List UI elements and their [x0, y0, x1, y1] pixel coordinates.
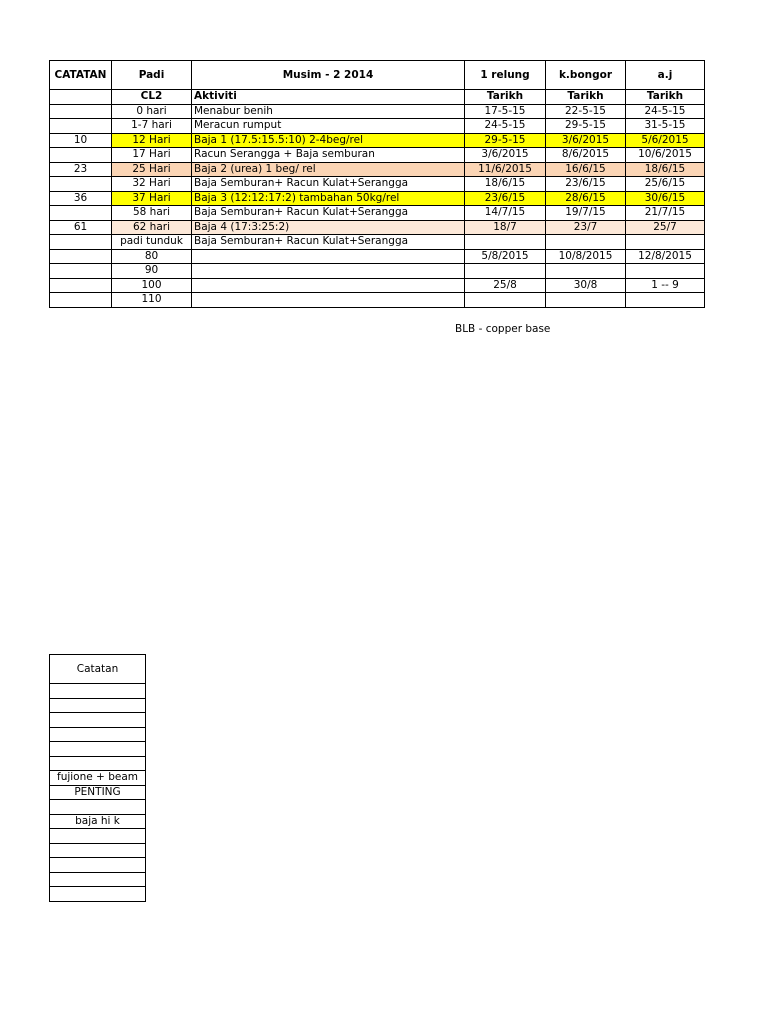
row-catatan: [50, 104, 112, 119]
table-row: [50, 162, 705, 177]
row-date-k-bongor: 10/8/2015: [546, 249, 626, 264]
catatan-cell: [50, 713, 146, 728]
row-aktiviti: [192, 264, 465, 279]
row-date-aj: 5/6/2015: [626, 133, 705, 148]
header-1-relung: 1 relung: [465, 61, 546, 90]
catatan-cell: [50, 698, 146, 713]
catatan-row: [50, 727, 146, 742]
catatan-cell: [50, 858, 146, 873]
row-date-1-relung: 11/6/2015: [465, 162, 546, 177]
table-row: [50, 133, 705, 148]
row-date-aj: 31-5-15: [626, 119, 705, 134]
subheader-catatan: [50, 90, 112, 105]
row-date-1-relung: 14/7/15: [465, 206, 546, 221]
row-padi: 25 Hari: [112, 162, 192, 177]
subheader-tarikh-3: Tarikh: [626, 90, 705, 105]
row-date-1-relung: 5/8/2015: [465, 249, 546, 264]
table-row: [50, 220, 705, 235]
row-aktiviti: [192, 278, 465, 293]
catatan-row: [50, 872, 146, 887]
subheader-tarikh-1: Tarikh: [465, 90, 546, 105]
header-aj: a.j: [626, 61, 705, 90]
row-padi: 37 Hari: [112, 191, 192, 206]
row-padi: 100: [112, 278, 192, 293]
row-padi: padi tunduk: [112, 235, 192, 250]
row-date-k-bongor: 3/6/2015: [546, 133, 626, 148]
table-row: [50, 177, 705, 192]
table-row: [50, 206, 705, 221]
activity-table: [49, 60, 705, 308]
row-aktiviti: Menabur benih: [192, 104, 465, 119]
table-row: [50, 293, 705, 308]
row-aktiviti: Baja 4 (17:3:25:2): [192, 220, 465, 235]
catatan-row: [50, 843, 146, 858]
row-aktiviti: Baja Semburan+ Racun Kulat+Serangga: [192, 206, 465, 221]
row-date-k-bongor: [546, 264, 626, 279]
header-padi: Padi: [112, 61, 192, 90]
row-aktiviti: Baja 2 (urea) 1 beg/ rel: [192, 162, 465, 177]
row-date-k-bongor: 23/7: [546, 220, 626, 235]
row-date-1-relung: 18/6/15: [465, 177, 546, 192]
catatan-row: [50, 713, 146, 728]
row-date-aj: 25/6/15: [626, 177, 705, 192]
row-padi: 1-7 hari: [112, 119, 192, 134]
catatan-header: Catatan: [50, 655, 146, 684]
row-date-k-bongor: 29-5-15: [546, 119, 626, 134]
table-row: [50, 191, 705, 206]
catatan-cell: baja hi k: [50, 814, 146, 829]
row-padi: 62 hari: [112, 220, 192, 235]
catatan-cell: [50, 800, 146, 815]
catatan-row: [50, 858, 146, 873]
catatan-cell: [50, 843, 146, 858]
table-row: [50, 104, 705, 119]
row-padi: 0 hari: [112, 104, 192, 119]
row-date-k-bongor: 22-5-15: [546, 104, 626, 119]
row-padi: 80: [112, 249, 192, 264]
row-padi: 90: [112, 264, 192, 279]
row-catatan: [50, 177, 112, 192]
table-row: [50, 119, 705, 134]
row-aktiviti: Baja Semburan+ Racun Kulat+Serangga: [192, 177, 465, 192]
row-aktiviti: [192, 249, 465, 264]
catatan-row: [50, 771, 146, 786]
subheader-tarikh-2: Tarikh: [546, 90, 626, 105]
row-catatan: [50, 148, 112, 163]
row-aktiviti: Meracun rumput: [192, 119, 465, 134]
row-date-1-relung: 17-5-15: [465, 104, 546, 119]
row-date-1-relung: [465, 235, 546, 250]
catatan-cell: [50, 887, 146, 902]
table-row: [50, 264, 705, 279]
row-date-1-relung: 25/8: [465, 278, 546, 293]
row-catatan: [50, 293, 112, 308]
row-padi: 32 Hari: [112, 177, 192, 192]
table-row: [50, 278, 705, 293]
table-row: [50, 249, 705, 264]
row-catatan: [50, 264, 112, 279]
row-catatan: [50, 249, 112, 264]
catatan-row: [50, 800, 146, 815]
row-date-aj: 24-5-15: [626, 104, 705, 119]
row-date-k-bongor: 23/6/15: [546, 177, 626, 192]
row-catatan: 10: [50, 133, 112, 148]
table-row: [50, 235, 705, 250]
row-date-aj: 21/7/15: [626, 206, 705, 221]
catatan-row: [50, 698, 146, 713]
catatan-row: [50, 785, 146, 800]
row-date-1-relung: 24-5-15: [465, 119, 546, 134]
catatan-cell: [50, 684, 146, 699]
row-aktiviti: Baja 3 (12:12:17:2) tambahan 50kg/rel: [192, 191, 465, 206]
row-date-k-bongor: [546, 235, 626, 250]
catatan-cell: [50, 756, 146, 771]
catatan-row: [50, 887, 146, 902]
row-date-1-relung: 23/6/15: [465, 191, 546, 206]
row-date-1-relung: [465, 293, 546, 308]
catatan-cell: PENTING: [50, 785, 146, 800]
catatan-header-row: [50, 655, 146, 684]
row-date-aj: [626, 235, 705, 250]
subheader-aktiviti: Aktiviti: [192, 90, 465, 105]
catatan-table: [49, 654, 146, 902]
catatan-row: [50, 814, 146, 829]
subheader-cl2: CL2: [112, 90, 192, 105]
row-catatan: 36: [50, 191, 112, 206]
row-date-1-relung: 18/7: [465, 220, 546, 235]
row-aktiviti: Racun Serangga + Baja semburan: [192, 148, 465, 163]
header-row: [50, 61, 705, 90]
table-row: [50, 148, 705, 163]
subheader-row: [50, 90, 705, 105]
row-date-k-bongor: 28/6/15: [546, 191, 626, 206]
catatan-row: [50, 742, 146, 757]
catatan-cell: fujione + beam: [50, 771, 146, 786]
blb-note: BLB - copper base: [455, 323, 551, 335]
row-padi: 17 Hari: [112, 148, 192, 163]
row-catatan: [50, 206, 112, 221]
row-aktiviti: [192, 293, 465, 308]
row-date-aj: [626, 264, 705, 279]
catatan-cell: [50, 829, 146, 844]
row-date-aj: 1 -- 9: [626, 278, 705, 293]
row-date-k-bongor: 19/7/15: [546, 206, 626, 221]
row-padi: 12 Hari: [112, 133, 192, 148]
row-date-aj: [626, 293, 705, 308]
row-aktiviti: Baja 1 (17.5:15.5:10) 2-4beg/rel: [192, 133, 465, 148]
row-aktiviti: Baja Semburan+ Racun Kulat+Serangga: [192, 235, 465, 250]
catatan-row: [50, 756, 146, 771]
row-date-aj: 25/7: [626, 220, 705, 235]
row-date-k-bongor: 16/6/15: [546, 162, 626, 177]
row-date-1-relung: [465, 264, 546, 279]
row-date-aj: 18/6/15: [626, 162, 705, 177]
row-catatan: 23: [50, 162, 112, 177]
row-date-aj: 10/6/2015: [626, 148, 705, 163]
row-padi: 58 hari: [112, 206, 192, 221]
row-padi: 110: [112, 293, 192, 308]
row-date-1-relung: 29-5-15: [465, 133, 546, 148]
row-date-k-bongor: 30/8: [546, 278, 626, 293]
row-catatan: [50, 278, 112, 293]
row-catatan: [50, 235, 112, 250]
row-catatan: 61: [50, 220, 112, 235]
row-date-k-bongor: [546, 293, 626, 308]
row-catatan: [50, 119, 112, 134]
row-date-k-bongor: 8/6/2015: [546, 148, 626, 163]
catatan-cell: [50, 727, 146, 742]
header-musim: Musim - 2 2014: [192, 61, 465, 90]
row-date-1-relung: 3/6/2015: [465, 148, 546, 163]
catatan-cell: [50, 742, 146, 757]
catatan-row: [50, 829, 146, 844]
header-k-bongor: k.bongor: [546, 61, 626, 90]
row-date-aj: 30/6/15: [626, 191, 705, 206]
catatan-cell: [50, 872, 146, 887]
row-date-aj: 12/8/2015: [626, 249, 705, 264]
catatan-row: [50, 684, 146, 699]
header-catatan: CATATAN: [50, 61, 112, 90]
